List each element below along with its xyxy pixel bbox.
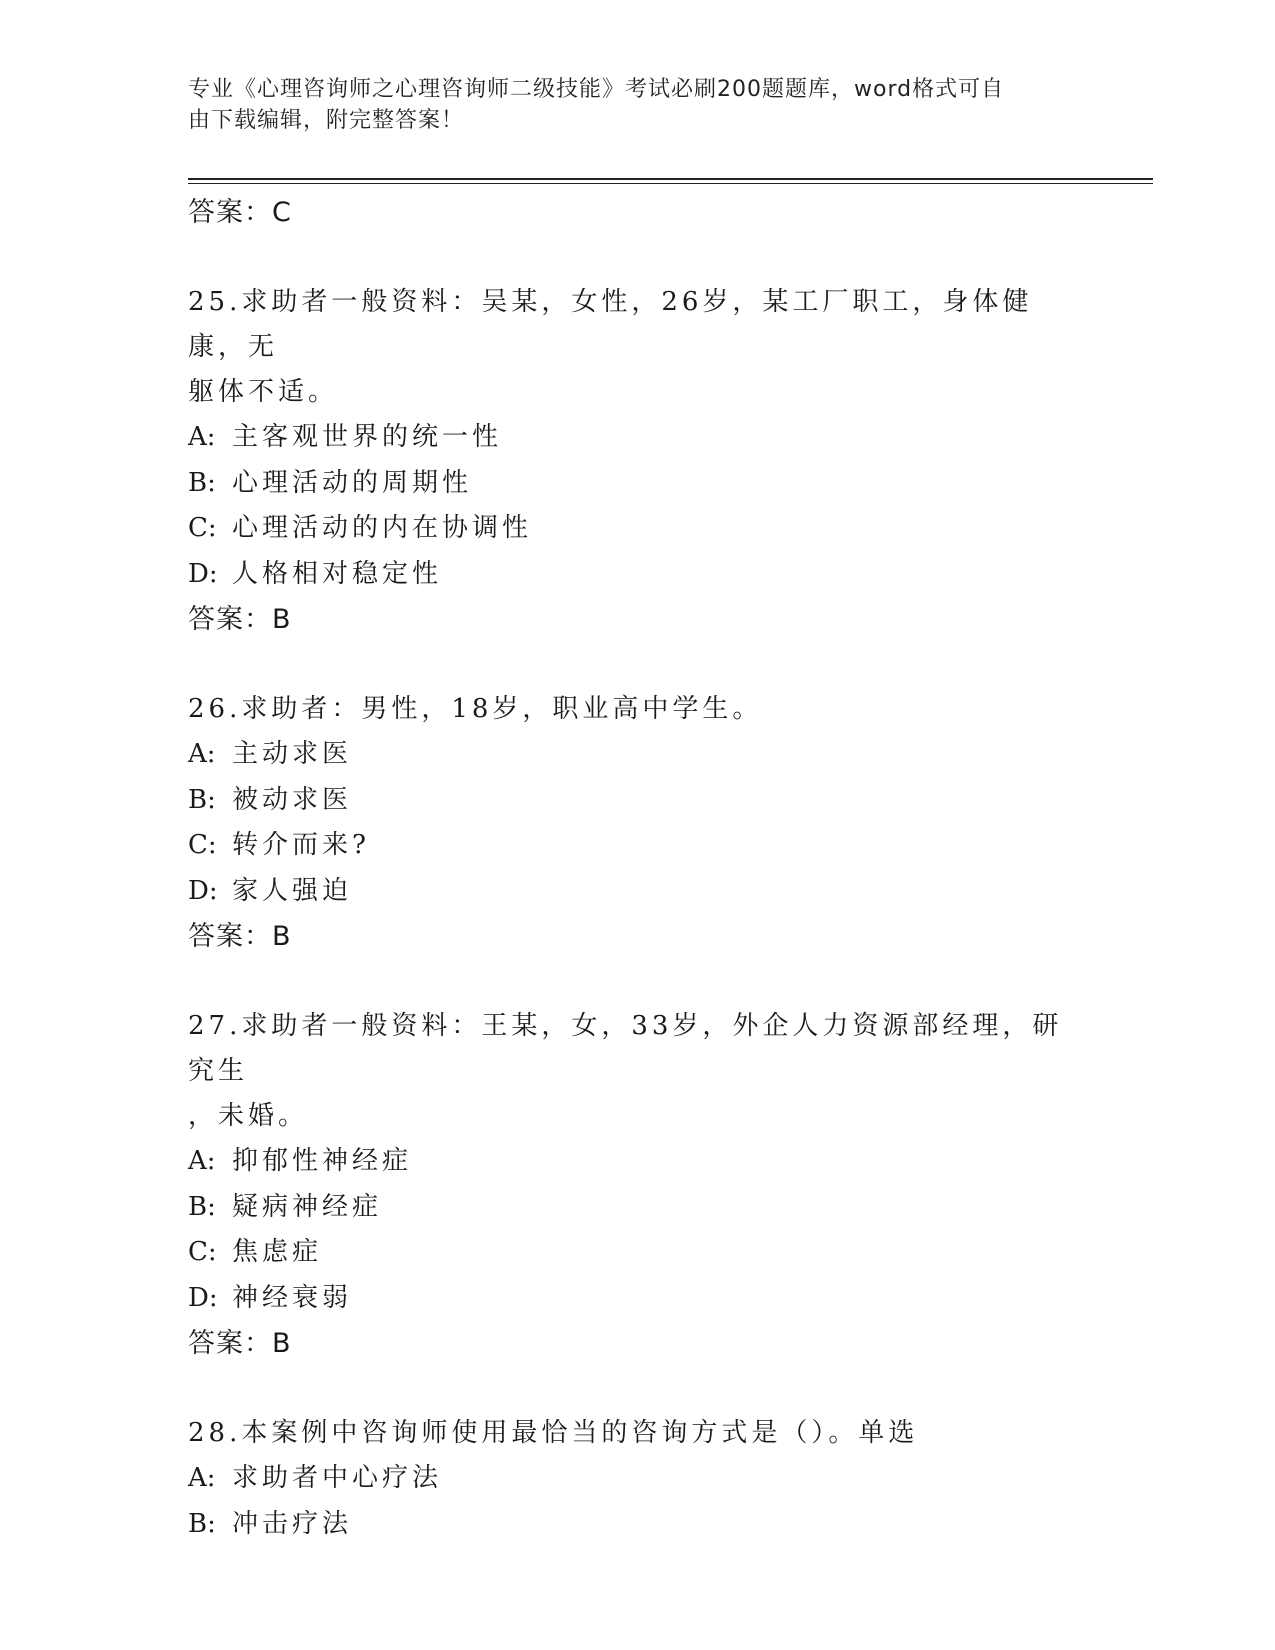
option-key: A: — [188, 422, 216, 452]
option-text: 疑病神经症 — [232, 1191, 383, 1222]
answer-line: 答案：B — [188, 921, 292, 952]
question-stem-line: 26.求助者：男性，18岁，职业高中学生。 — [188, 694, 763, 724]
question-28 — [188, 1411, 1088, 1547]
option-b — [188, 778, 1088, 824]
option-key: C: — [188, 513, 217, 543]
question-stem-line: ，未婚。 — [188, 1101, 309, 1131]
option-text: 心理活动的内在协调性 — [232, 513, 533, 543]
question-stem-line: 28.本案例中咨询师使用最恰当的咨询方式是（）。单选 — [188, 1418, 919, 1448]
option-text: 神经衰弱 — [232, 1282, 353, 1313]
question-list — [188, 190, 1088, 1547]
option-key: D: — [188, 875, 218, 906]
header-line-1: 专业《心理咨询师之心理咨询师二级技能》考试必刷200题题库，word格式可自 — [188, 77, 1005, 102]
question-27 — [188, 1004, 1088, 1367]
option-key: D: — [188, 558, 218, 589]
question-stem — [188, 687, 1088, 732]
option-text: 求助者中心疗法 — [232, 1463, 443, 1493]
answer-line: 答案：C — [188, 197, 292, 228]
option-c — [188, 506, 1088, 552]
option-key: B: — [188, 1191, 216, 1222]
option-key: B: — [188, 784, 216, 815]
option-text: 主客观世界的统一性 — [232, 422, 503, 452]
option-a — [188, 1456, 1088, 1502]
option-d — [188, 1276, 1088, 1322]
option-text: 转介而来? — [232, 830, 370, 860]
question-stem — [188, 1411, 1088, 1456]
option-text: 被动求医 — [232, 784, 353, 815]
answer-line: 答案：B — [188, 604, 292, 635]
option-key: D: — [188, 1282, 218, 1313]
option-a — [188, 732, 1088, 778]
answer-line: 答案：B — [188, 1328, 292, 1359]
option-key: A: — [188, 739, 216, 769]
option-key: A: — [188, 1463, 216, 1493]
question-stem-line: 躯体不适。 — [188, 377, 339, 407]
question-stem-line: 27.求助者一般资料：王某，女，33岁，外企人力资源部经理，研究生 — [188, 1011, 1063, 1086]
header-divider — [188, 178, 1153, 180]
option-c — [188, 1230, 1088, 1276]
option-key: C: — [188, 830, 217, 860]
option-b — [188, 1185, 1088, 1231]
option-key: B: — [188, 467, 216, 498]
option-text: 抑郁性神经症 — [232, 1146, 413, 1176]
option-b — [188, 1502, 1088, 1548]
option-key: C: — [188, 1237, 217, 1267]
option-a — [188, 1139, 1088, 1185]
option-text: 主动求医 — [232, 739, 353, 769]
question-26 — [188, 687, 1088, 960]
option-key: A: — [188, 1146, 216, 1176]
header-line-2: 由下载编辑，附完整答案！ — [188, 108, 465, 133]
option-text: 焦虑症 — [232, 1237, 323, 1267]
question-25 — [188, 280, 1088, 643]
question-stem — [188, 280, 1088, 415]
option-c — [188, 823, 1088, 869]
option-text: 人格相对稳定性 — [232, 558, 443, 589]
question-stem-line: 25.求助者一般资料：吴某，女性，26岁，某工厂职工，身体健康，无 — [188, 287, 1033, 362]
option-text: 家人强迫 — [232, 875, 353, 906]
option-d — [188, 869, 1088, 915]
question-stem — [188, 1004, 1088, 1139]
option-text: 心理活动的周期性 — [232, 467, 473, 498]
option-d — [188, 552, 1088, 598]
option-text: 冲击疗法 — [232, 1508, 353, 1539]
option-a — [188, 415, 1088, 461]
page-header — [188, 74, 1068, 136]
header-divider-thin — [188, 183, 1153, 184]
option-b — [188, 461, 1088, 507]
option-key: B: — [188, 1508, 216, 1539]
